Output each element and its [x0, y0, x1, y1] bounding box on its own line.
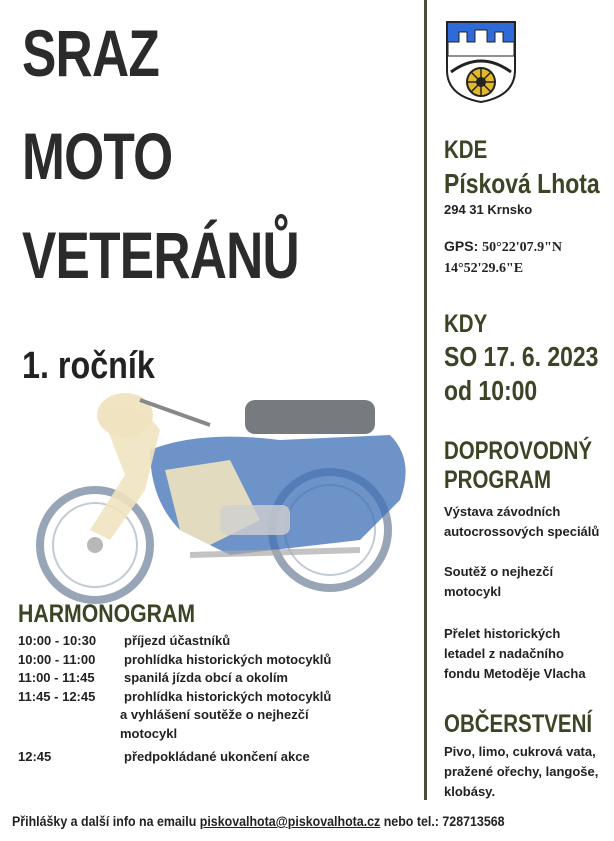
schedule-time	[18, 706, 124, 725]
when-date: SO 17. 6. 2023	[444, 341, 599, 372]
schedule-desc: spanilá jízda obcí a okolím	[124, 670, 288, 686]
title-line-2: MOTO	[22, 119, 173, 193]
footer-contact	[12, 814, 505, 829]
where-postal: 294 31 Krnsko	[444, 202, 533, 217]
schedule-row	[18, 706, 418, 725]
schedule-row	[18, 651, 418, 670]
refreshments-line-1: Pivo, limo, cukrová vata,	[444, 744, 596, 759]
schedule-row	[18, 669, 418, 688]
schedule-heading: HARMONOGRAM	[18, 600, 196, 628]
motorcycle-illustration	[30, 380, 420, 610]
program-item-2-line-1: Soutěž o nejhezčí	[444, 564, 554, 579]
when-time: od 10:00	[444, 375, 538, 406]
refreshments-line-2: pražené ořechy, langoše,	[444, 764, 599, 780]
footer-prefix: Přihlášky a další info na emailu	[12, 814, 200, 829]
schedule-time: 11:45 - 12:45	[18, 688, 96, 704]
footer-suffix: nebo tel.: 728713568	[380, 814, 505, 829]
edition: 1. ročník	[22, 345, 155, 387]
program-item-2-line-2: motocykl	[444, 584, 502, 600]
where-heading: KDE	[444, 136, 488, 164]
schedule-desc: předpokládané ukončení akce	[124, 748, 310, 764]
schedule-time: 12:45	[18, 748, 52, 764]
schedule-desc: a vyhlášení soutěže o nejhezčí	[120, 707, 309, 723]
program-item-3-line-3: fondu Metoděje Vlacha	[444, 666, 586, 682]
gps-line-1	[444, 236, 562, 259]
program-item-1-line-2: autocrossových speciálů	[444, 524, 600, 540]
vertical-divider	[424, 0, 427, 800]
gps-latitude: 50°22'07.9"N	[482, 240, 562, 255]
village-crest-icon	[445, 20, 517, 104]
program-item-3	[444, 624, 586, 684]
email-link[interactable]: piskovalhota@piskovalhota.cz	[199, 814, 381, 829]
program-item-3-line-2: letadel z nadačního	[444, 646, 564, 662]
program-heading-2: PROGRAM	[444, 466, 552, 494]
program-item-1-line-1: Výstava závodních	[444, 504, 561, 519]
refreshments-heading: OBČERSTVENÍ	[444, 710, 593, 738]
title-line-1: SRAZ	[22, 16, 160, 90]
schedule-time: 10:00 - 11:00	[18, 651, 96, 667]
program-item-1	[444, 502, 599, 542]
gps-longitude: 14°52'29.6"E	[444, 261, 524, 276]
schedule-list	[18, 632, 418, 766]
schedule-desc: prohlídka historických motocyklů	[124, 688, 332, 704]
schedule-row	[18, 688, 418, 707]
refreshments-line-3: klobásy.	[444, 784, 496, 800]
schedule-row	[18, 725, 418, 744]
schedule-time: 10:00 - 10:30	[18, 633, 97, 648]
schedule-desc: motocykl	[120, 725, 178, 741]
schedule-row	[18, 748, 418, 767]
where-place: Písková Lhota	[444, 168, 600, 199]
schedule-time: 11:00 - 11:45	[18, 670, 95, 686]
refreshments-list	[444, 742, 598, 802]
title-line-3: VETERÁNŮ	[22, 218, 299, 292]
schedule-time	[18, 725, 124, 744]
when-heading: KDY	[444, 310, 488, 338]
program-heading-1: DOPROVODNÝ	[444, 437, 593, 465]
schedule-row	[18, 632, 418, 651]
schedule-desc: příjezd účastníků	[124, 633, 231, 648]
gps-label: GPS:	[444, 238, 479, 254]
program-item-2	[444, 562, 553, 602]
schedule-desc: prohlídka historických motocyklů	[124, 651, 332, 667]
program-item-3-line-1: Přelet historických	[444, 626, 561, 641]
